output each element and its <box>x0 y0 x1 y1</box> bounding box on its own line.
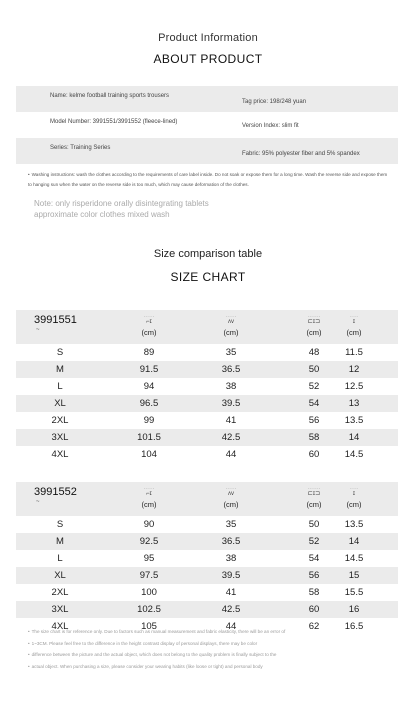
unit-label: (cm) <box>141 500 157 509</box>
model-code: 3991552 <box>34 486 77 498</box>
size-cell: 12 <box>348 364 360 375</box>
size-cell: 89 <box>143 347 155 358</box>
size-cell: 36.5 <box>221 364 241 375</box>
disclaimer-line: • difference between the picture and the actual object, which does not belong to the quality problem is finally subject to the <box>28 652 277 657</box>
unit-label: (cm) <box>223 328 239 337</box>
size-cell: 54 <box>308 398 320 409</box>
size-disclaimer <box>28 626 388 672</box>
info-fabric: Fabric: 95% polyester fiber and 5% spandex <box>242 151 360 157</box>
size-cell: 90 <box>143 519 155 530</box>
size-cell: 4XL <box>51 449 69 460</box>
size-cell: 39.5 <box>221 398 241 409</box>
size-cell: 58 <box>308 587 320 598</box>
disclaimer-line: • 1~3CM. Please feel free to the difference in the height contrast display of personal displays, there may be color <box>28 640 258 646</box>
size-cell: 15 <box>348 570 360 581</box>
size-cell: 50 <box>308 519 320 530</box>
size-cell: 3XL <box>51 432 69 443</box>
header-col-3: - - - - - - ⊏ɪ⊐ (cm) <box>284 486 344 509</box>
size-row <box>16 429 398 446</box>
wash-note <box>34 198 354 220</box>
measure-glyph-icon: ⌐ɪ <box>146 491 152 497</box>
size-row <box>16 567 398 584</box>
size-cell: 50 <box>308 364 320 375</box>
size-cell: 14.5 <box>344 449 364 460</box>
size-cell: 38 <box>225 553 237 564</box>
unit-label: (cm) <box>346 500 362 509</box>
size-cell: 2XL <box>51 415 69 426</box>
size-row <box>16 344 398 361</box>
size-cell: 96.5 <box>139 398 159 409</box>
note-line: Note: only risperidone orally disintegrating tablets <box>34 199 209 208</box>
size-cell: 42.5 <box>221 604 241 615</box>
size-cell: XL <box>54 398 66 409</box>
size-row <box>16 395 398 412</box>
info-row <box>16 86 398 112</box>
size-cell: 38 <box>225 381 237 392</box>
measure-glyph-icon: ⌐ɪ <box>146 319 152 325</box>
size-cell: 100 <box>141 587 157 598</box>
size-row <box>16 446 398 463</box>
size-cell: XL <box>54 570 66 581</box>
size-cell: 12.5 <box>344 381 364 392</box>
size-row <box>16 361 398 378</box>
info-row <box>16 112 398 138</box>
measure-glyph-icon: ᴧᴠ <box>228 491 234 497</box>
size-chart-title: SIZE CHART <box>170 270 246 284</box>
size-cell: 42.5 <box>221 432 241 443</box>
size-cell: 4XL <box>51 621 69 632</box>
header-col-1: - - - - - ⌐ɪ (cm) <box>119 314 179 337</box>
size-cell: 44 <box>225 449 237 460</box>
size-cell: 102.5 <box>137 604 161 615</box>
size-cell: 62 <box>308 621 320 632</box>
measure-glyph-icon: ⊏ɪ⊐ <box>307 319 321 325</box>
size-cell: 58 <box>308 432 320 443</box>
size-cell: 13.5 <box>344 519 364 530</box>
size-cell: 39.5 <box>221 570 241 581</box>
size-table-3991551 <box>16 310 398 463</box>
size-cell: 14 <box>348 536 360 547</box>
size-cell: S <box>56 347 64 358</box>
model-code-sub: ~ <box>36 499 40 505</box>
size-cell: M <box>56 364 64 375</box>
size-cell: 56 <box>308 415 320 426</box>
size-cell: 54 <box>308 553 320 564</box>
size-cell: 14 <box>348 432 360 443</box>
measure-glyph-icon: ᴧᴠ <box>228 319 234 325</box>
size-cell: 2XL <box>51 587 69 598</box>
size-cell: 16 <box>348 604 360 615</box>
product-info-table <box>16 86 398 164</box>
size-cell: 35 <box>225 519 237 530</box>
unit-label: (cm) <box>223 500 239 509</box>
size-comparison-title: Size comparison table <box>153 248 263 260</box>
measure-glyph-icon: ⊏ɪ⊐ <box>307 491 321 497</box>
disclaimer-line: • The size chart is for reference only. Due to factors such as manual measurement and fabric elasticity, there will be an error of <box>28 629 286 634</box>
size-row <box>16 533 398 550</box>
model-code: 3991551 <box>34 314 77 326</box>
size-cell: 60 <box>308 449 320 460</box>
size-cell: 92.5 <box>139 536 159 547</box>
size-row <box>16 601 398 618</box>
size-row <box>16 516 398 533</box>
product-information-title: Product Information <box>158 32 258 44</box>
info-name: Name: kelme football training sports trousers <box>50 93 170 99</box>
header-col-4: - - - - ɪ (cm) <box>324 314 384 337</box>
size-cell: 13.5 <box>344 415 364 426</box>
size-cell: L <box>57 553 63 564</box>
size-row <box>16 584 398 601</box>
header-col-3: - - - - - - ⊏ɪ⊐ (cm) <box>284 314 344 337</box>
size-cell: 13 <box>348 398 360 409</box>
unit-label: (cm) <box>346 328 362 337</box>
header-col-4: - - - - ɪ (cm) <box>324 486 384 509</box>
size-cell: 91.5 <box>139 364 159 375</box>
info-series: Series: Training Series <box>50 145 111 151</box>
size-cell: S <box>56 519 64 530</box>
header-col-1: - - - - - ⌐ɪ (cm) <box>119 486 179 509</box>
unit-label: (cm) <box>306 500 322 509</box>
header-col-2: - - - - - ᴧᴠ (cm) <box>201 486 261 509</box>
size-row <box>16 378 398 395</box>
size-cell: 60 <box>308 604 320 615</box>
measure-glyph-icon: ɪ <box>352 491 356 497</box>
size-cell: 56 <box>308 570 320 581</box>
note-line: approximate color clothes mixed wash <box>34 210 170 219</box>
size-cell: M <box>56 536 64 547</box>
size-cell: 3XL <box>51 604 69 615</box>
size-table-3991552 <box>16 482 398 635</box>
size-cell: 48 <box>308 347 320 358</box>
size-table-header <box>16 482 398 516</box>
unit-label: (cm) <box>306 328 322 337</box>
size-cell: 44 <box>225 621 237 632</box>
size-cell: 14.5 <box>344 553 364 564</box>
size-cell: 16.5 <box>344 621 364 632</box>
size-row <box>16 550 398 567</box>
disclaimer-line: • actual object. When purchasing a size, please consider your wearing habits (like loose or tight) and personal body <box>28 663 263 669</box>
info-version-index: Version Index: slim fit <box>242 123 299 129</box>
size-cell: 41 <box>225 587 237 598</box>
size-table-header <box>16 310 398 344</box>
size-cell: L <box>57 381 63 392</box>
measure-glyph-icon: ɪ <box>352 319 356 325</box>
size-cell: 94 <box>143 381 155 392</box>
info-model-number: Model Number: 3991551/3991552 (fleece-lined) <box>50 119 178 125</box>
washing-instructions: • Washing instructions: wash the clothes according to the requirements of care label inside. Do not soak or expose them for a long time. Wash the reverse side and expose them to hanging sun when the water on the reverse side is too much, which may cause deformation of the clothes. <box>28 172 388 187</box>
size-cell: 15.5 <box>344 587 364 598</box>
size-cell: 52 <box>308 536 320 547</box>
washing-instructions-text: Washing instructions: wash the clothes according to the requirements of care label inside. Do not soak or expose them for a long time. Wash the reverse side and expose them to hanging sun when the water on the reverse side is too much, which may cause deformation of the clothes. <box>28 172 388 187</box>
size-cell: 104 <box>141 449 157 460</box>
size-cell: 97.5 <box>139 570 159 581</box>
info-row <box>16 138 398 164</box>
info-tag-price: Tag price: 198/248 yuan <box>242 99 307 105</box>
size-cell: 101.5 <box>137 432 161 443</box>
size-cell: 105 <box>141 621 157 632</box>
size-cell: 41 <box>225 415 237 426</box>
size-cell: 11.5 <box>345 347 363 358</box>
size-row <box>16 412 398 429</box>
model-code-sub: ~ <box>36 327 40 333</box>
size-cell: 95 <box>143 553 155 564</box>
unit-label: (cm) <box>141 328 157 337</box>
size-cell: 52 <box>308 381 320 392</box>
size-cell: 99 <box>143 415 155 426</box>
size-cell: 36.5 <box>221 536 241 547</box>
header-col-2: - - - - - ᴧᴠ (cm) <box>201 314 261 337</box>
size-cell: 35 <box>225 347 237 358</box>
about-product-title: ABOUT PRODUCT <box>153 52 263 66</box>
